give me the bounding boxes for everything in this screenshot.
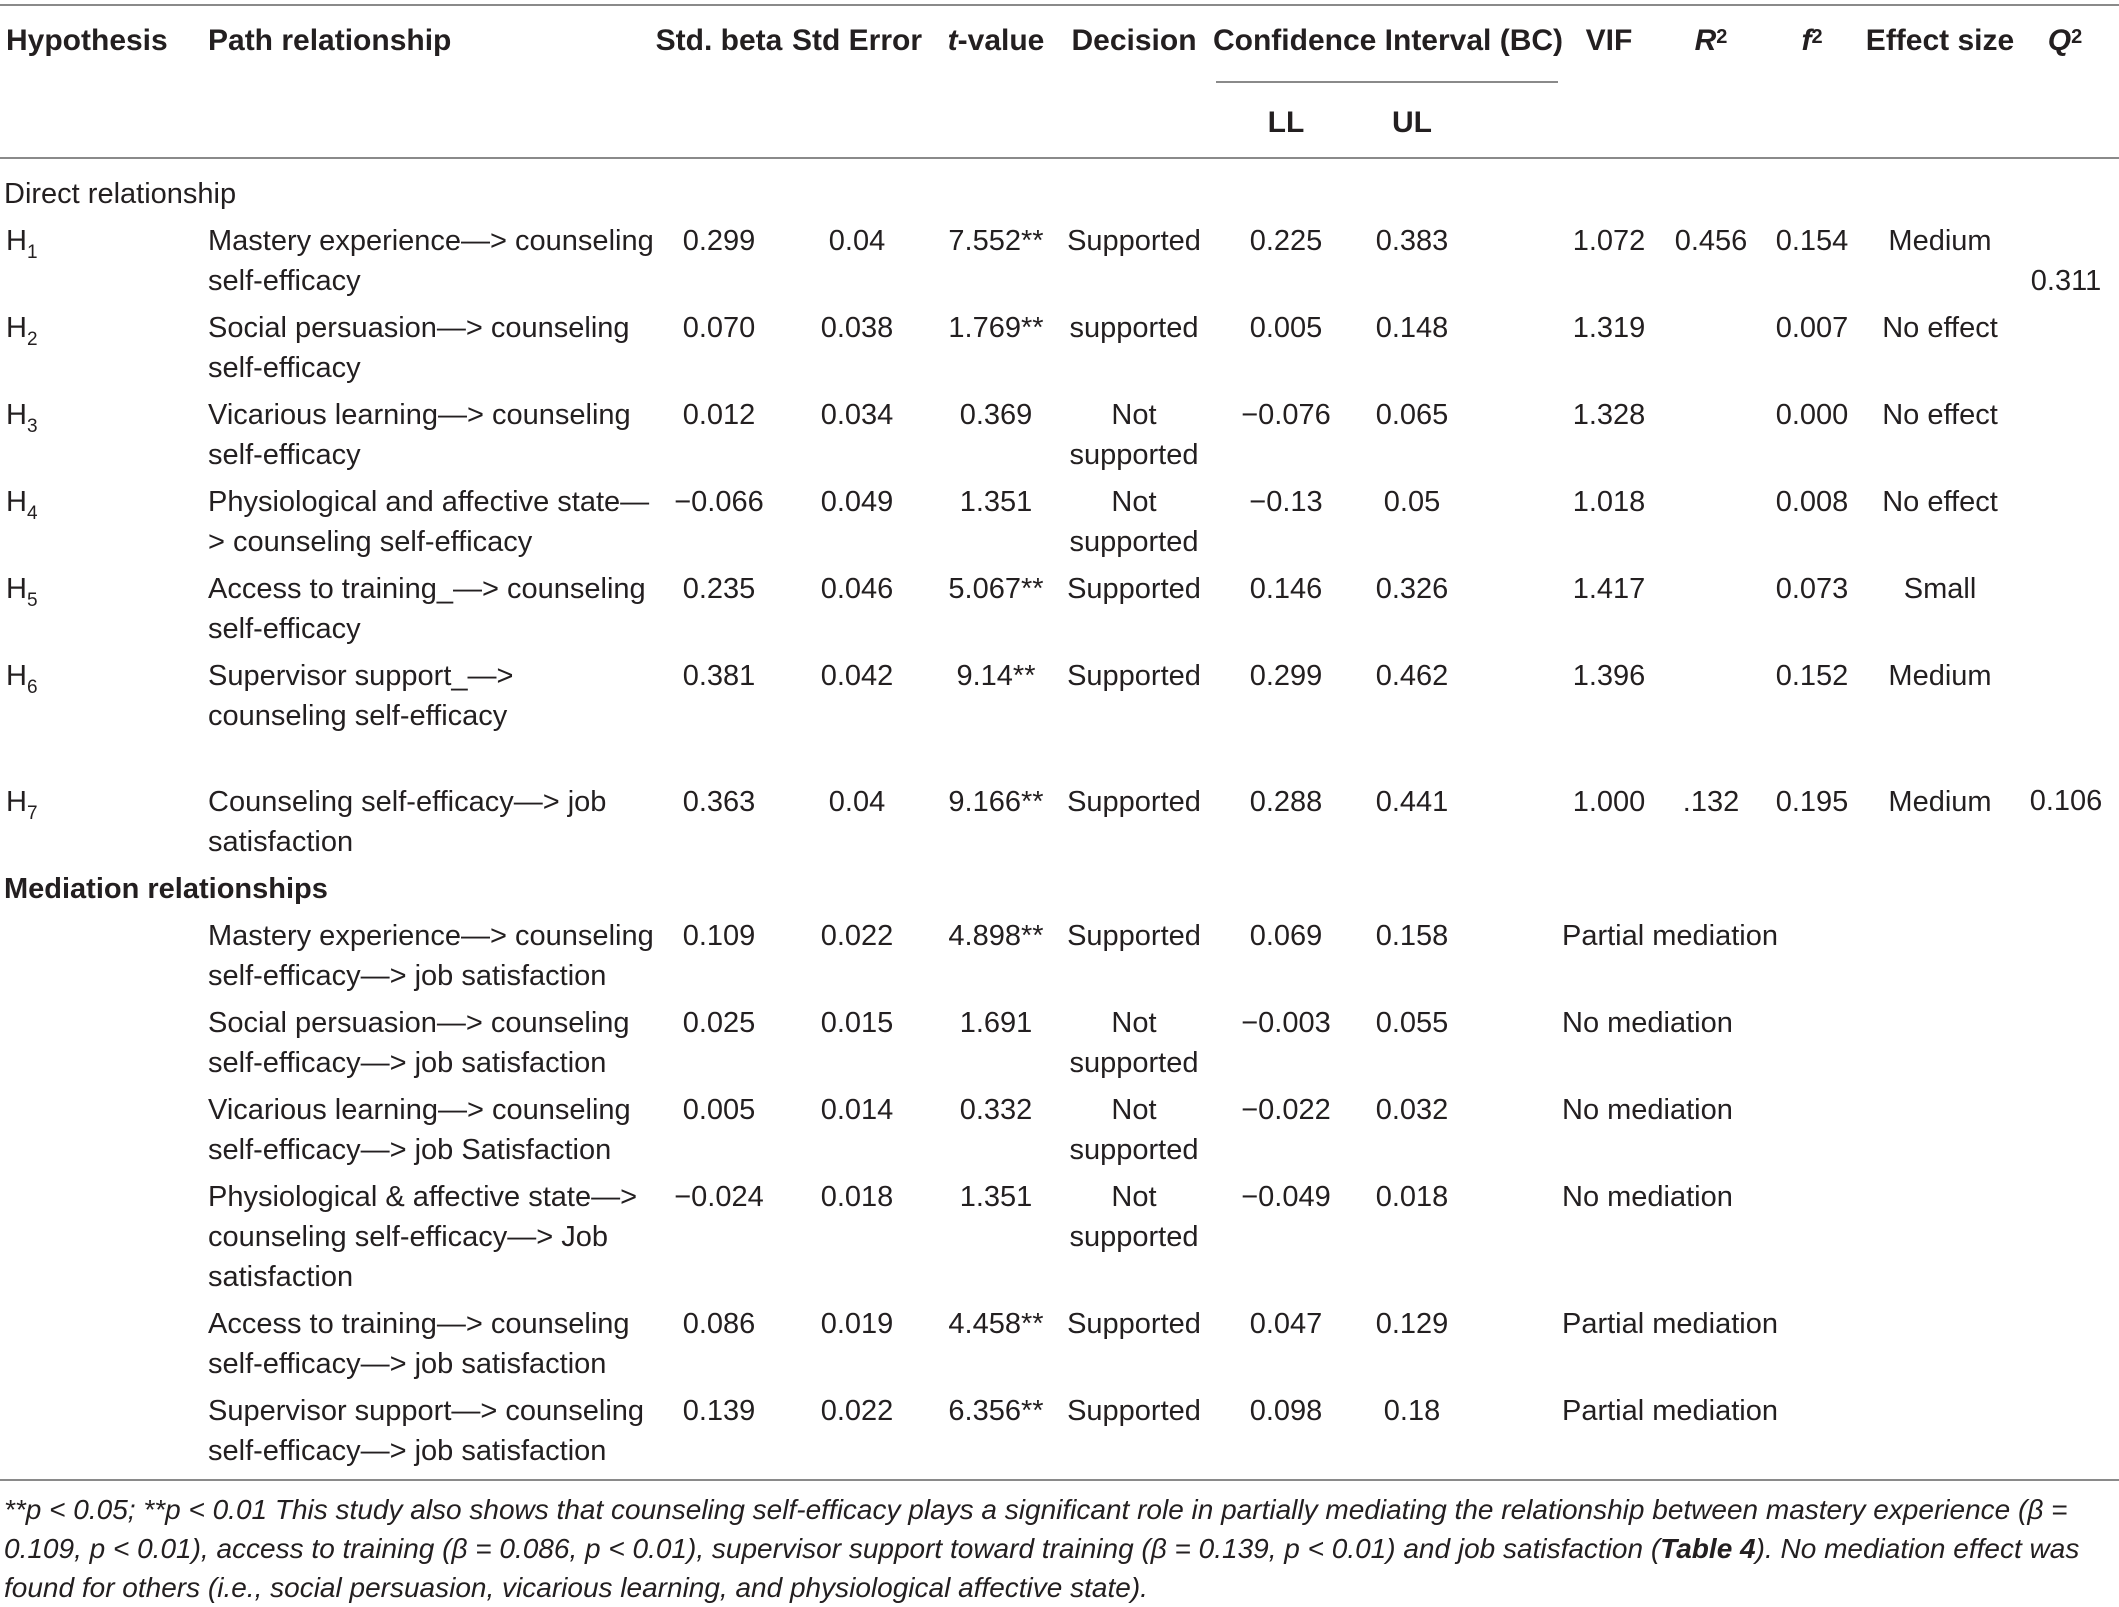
effect-size-value: Medium <box>1888 225 1992 257</box>
table-footnote: **p < 0.05; **p < 0.01 This study also shows that counseling self-efficacy plays a significant role in partially mediating the relationship between mastery experience (β = 0.109, p < 0.01), access to training (β = 0.086, p < 0.01), supervisor support toward training (β = 0.139, p < 0.01) and job satisfaction (Table 4). No mediation effect was found for others (i.e., social persuasion, vicarious learning, and physiological affective state). <box>4 1494 2080 1603</box>
decision-value: Not supported <box>1069 1181 1199 1253</box>
ci-ul-value: 0.18 <box>1383 1395 1441 1427</box>
std-error-value: 0.015 <box>820 1007 894 1039</box>
std-beta-value: 0.109 <box>682 920 756 952</box>
header-effect-size: Effect size <box>1865 24 2015 57</box>
table-reference: Table 4 <box>1660 1533 1756 1564</box>
t-value: 4.458** <box>948 1308 1044 1340</box>
header-bottom-rule <box>0 157 2119 159</box>
ci-ul-value: 0.158 <box>1375 920 1449 952</box>
std-error-value: 0.018 <box>820 1181 894 1213</box>
path-relationship: Counseling self-efficacy—> job satisfaction <box>208 786 607 858</box>
std-beta-value: 0.381 <box>682 660 756 692</box>
path-relationship: Access to training—> counseling self-efficacy—> job satisfaction <box>208 1308 630 1380</box>
vif-value: 1.319 <box>1572 312 1646 344</box>
std-error-value: 0.014 <box>820 1094 894 1126</box>
std-beta-value: 0.005 <box>682 1094 756 1126</box>
f2-value: 0.008 <box>1775 486 1849 518</box>
ci-ul-value: 0.129 <box>1375 1308 1449 1340</box>
path-relationship: Supervisor support—> counseling self-efficacy—> job satisfaction <box>208 1395 645 1467</box>
hypothesis-label: $H_7$ <box>6 786 38 824</box>
ci-ll-value: 0.288 <box>1249 786 1323 818</box>
t-value: 1.769** <box>948 312 1044 344</box>
decision-value: Not supported <box>1069 486 1199 558</box>
ci-ll-value: −0.003 <box>1241 1007 1331 1039</box>
t-value: 1.351 <box>959 1181 1033 1213</box>
header-vif: VIF <box>1585 24 1633 57</box>
decision-value: Supported <box>1067 920 1201 952</box>
f2-value: 0.195 <box>1775 786 1849 818</box>
hypothesis-label: $H_3$ <box>6 399 38 437</box>
hypothesis-label: $H_1$ <box>6 225 38 263</box>
path-relationship: Physiological & affective state—> counseling self-efficacy—> Job satisfaction <box>208 1181 638 1293</box>
ci-underline <box>1216 81 1558 83</box>
effect-size-value: Medium <box>1888 786 1992 818</box>
header-ll: LL <box>1267 106 1305 139</box>
ci-ul-value: 0.032 <box>1375 1094 1449 1126</box>
section-direct: Direct relationship <box>4 178 237 210</box>
section-mediation: Mediation relationships <box>4 873 328 905</box>
std-beta-value: 0.012 <box>682 399 756 431</box>
hypothesis-label: $H_4$ <box>6 486 38 524</box>
mediation-result: Partial mediation <box>1562 920 1778 952</box>
f2-value: 0.073 <box>1775 573 1849 605</box>
effect-size-value: No effect <box>1882 486 1998 518</box>
effect-size-value: No effect <box>1882 312 1998 344</box>
r2-value: .132 <box>1682 786 1740 818</box>
std-error-value: 0.042 <box>820 660 894 692</box>
decision-value: Supported <box>1067 1395 1201 1427</box>
std-beta-value: 0.363 <box>682 786 756 818</box>
bottom-rule <box>0 1479 2119 1481</box>
std-beta-value: 0.070 <box>682 312 756 344</box>
path-relationship: Physiological and affective state—> counseling self-efficacy <box>208 486 650 558</box>
ci-ul-value: 0.383 <box>1375 225 1449 257</box>
t-value: 1.691 <box>959 1007 1033 1039</box>
ci-ul-value: 0.148 <box>1375 312 1449 344</box>
f2-value: 0.154 <box>1775 225 1849 257</box>
t-value: 1.351 <box>959 486 1033 518</box>
t-value: 6.356** <box>948 1395 1044 1427</box>
ci-ll-value: 0.047 <box>1249 1308 1323 1340</box>
top-rule <box>0 4 2119 6</box>
decision-value: supported <box>1069 312 1199 344</box>
std-error-value: 0.034 <box>820 399 894 431</box>
std-error-value: 0.049 <box>820 486 894 518</box>
ci-ul-value: 0.441 <box>1375 786 1449 818</box>
header-f2: $f^2$ <box>1801 24 1823 57</box>
effect-size-value: Small <box>1903 573 1977 605</box>
path-relationship: Vicarious learning—> counseling self-efficacy <box>208 399 631 471</box>
mediation-result: No mediation <box>1562 1094 1733 1126</box>
ci-ll-value: −0.049 <box>1241 1181 1331 1213</box>
vif-value: 1.072 <box>1572 225 1646 257</box>
r2-value: 0.456 <box>1674 225 1748 257</box>
std-error-value: 0.022 <box>820 920 894 952</box>
header-path: Path relationship <box>208 24 452 57</box>
path-relationship: Supervisor support_—> counseling self-efficacy <box>208 660 514 732</box>
q2-value: 0.106 <box>2029 785 2103 817</box>
t-value: 4.898** <box>948 920 1044 952</box>
ci-ll-value: −0.022 <box>1241 1094 1331 1126</box>
ci-ll-value: 0.146 <box>1249 573 1323 605</box>
t-value: 9.14** <box>956 660 1036 692</box>
ci-ll-value: 0.005 <box>1249 312 1323 344</box>
mediation-result: No mediation <box>1562 1007 1733 1039</box>
header-std-error: Std Error <box>791 24 923 57</box>
std-beta-value: 0.235 <box>682 573 756 605</box>
ci-ll-value: 0.098 <box>1249 1395 1323 1427</box>
std-error-value: 0.038 <box>820 312 894 344</box>
std-error-value: 0.04 <box>828 786 886 818</box>
header-decision: Decision <box>1071 24 1197 57</box>
std-error-value: 0.046 <box>820 573 894 605</box>
header-std-beta: Std. beta <box>655 24 783 57</box>
ci-ul-value: 0.018 <box>1375 1181 1449 1213</box>
vif-value: 1.018 <box>1572 486 1646 518</box>
effect-size-value: No effect <box>1882 399 1998 431</box>
t-value: 5.067** <box>948 573 1044 605</box>
ci-ul-value: 0.055 <box>1375 1007 1449 1039</box>
vif-value: 1.417 <box>1572 573 1646 605</box>
q2-value: 0.311 <box>2030 265 2102 297</box>
t-value: 9.166** <box>948 786 1044 818</box>
f2-value: 0.152 <box>1775 660 1849 692</box>
header-q2: $Q^2$ <box>2047 24 2083 57</box>
vif-value: 1.000 <box>1572 786 1646 818</box>
path-relationship: Mastery experience—> counseling self-efficacy <box>208 225 654 297</box>
std-beta-value: 0.299 <box>682 225 756 257</box>
decision-value: Supported <box>1067 225 1201 257</box>
path-relationship: Access to training_—> counseling self-efficacy <box>208 573 646 645</box>
path-relationship: Vicarious learning—> counseling self-efficacy—> job Satisfaction <box>208 1094 631 1166</box>
hypothesis-label: $H_5$ <box>6 573 38 611</box>
mediation-result: No mediation <box>1562 1181 1733 1213</box>
decision-value: Supported <box>1067 573 1201 605</box>
t-value: 0.332 <box>959 1094 1033 1126</box>
ci-ul-value: 0.326 <box>1375 573 1449 605</box>
vif-value: 1.328 <box>1572 399 1646 431</box>
ci-ll-value: −0.13 <box>1249 486 1323 518</box>
header-ci: Confidence Interval (BC) <box>1212 24 1564 57</box>
t-value: 7.552** <box>948 225 1044 257</box>
std-error-value: 0.022 <box>820 1395 894 1427</box>
std-error-value: 0.04 <box>828 225 886 257</box>
ci-ul-value: 0.05 <box>1383 486 1441 518</box>
header-r2: $R^2$ <box>1694 24 1728 57</box>
decision-value: Supported <box>1067 1308 1201 1340</box>
f2-value: 0.000 <box>1775 399 1849 431</box>
path-relationship: Social persuasion—> counseling self-efficacy <box>208 312 630 384</box>
decision-value: Supported <box>1067 660 1201 692</box>
std-beta-value: 0.139 <box>682 1395 756 1427</box>
f2-value: 0.007 <box>1775 312 1849 344</box>
ci-ll-value: 0.299 <box>1249 660 1323 692</box>
ci-ll-value: 0.225 <box>1249 225 1323 257</box>
ci-ll-value: −0.076 <box>1241 399 1331 431</box>
std-error-value: 0.019 <box>820 1308 894 1340</box>
mediation-result: Partial mediation <box>1562 1308 1778 1340</box>
header-hypothesis: Hypothesis <box>6 24 168 57</box>
decision-value: Not supported <box>1069 1094 1199 1166</box>
vif-value: 1.396 <box>1572 660 1646 692</box>
header-t-value: t-value <box>947 24 1045 57</box>
ci-ul-value: 0.462 <box>1375 660 1449 692</box>
header-ul: UL <box>1392 106 1432 139</box>
std-beta-value: 0.025 <box>682 1007 756 1039</box>
effect-size-value: Medium <box>1888 660 1992 692</box>
std-beta-value: −0.024 <box>674 1181 764 1213</box>
decision-value: Not supported <box>1069 1007 1199 1079</box>
t-value: 0.369 <box>959 399 1033 431</box>
path-relationship: Social persuasion—> counseling self-efficacy—> job satisfaction <box>208 1007 630 1079</box>
std-beta-value: −0.066 <box>674 486 764 518</box>
path-relationship: Mastery experience—> counseling self-efficacy—> job satisfaction <box>208 920 654 992</box>
std-beta-value: 0.086 <box>682 1308 756 1340</box>
ci-ul-value: 0.065 <box>1375 399 1449 431</box>
hypothesis-label: $H_6$ <box>6 660 38 698</box>
ci-ll-value: 0.069 <box>1249 920 1323 952</box>
decision-value: Not supported <box>1069 399 1199 471</box>
decision-value: Supported <box>1067 786 1201 818</box>
hypothesis-label: $H_2$ <box>6 312 38 350</box>
mediation-result: Partial mediation <box>1562 1395 1778 1427</box>
